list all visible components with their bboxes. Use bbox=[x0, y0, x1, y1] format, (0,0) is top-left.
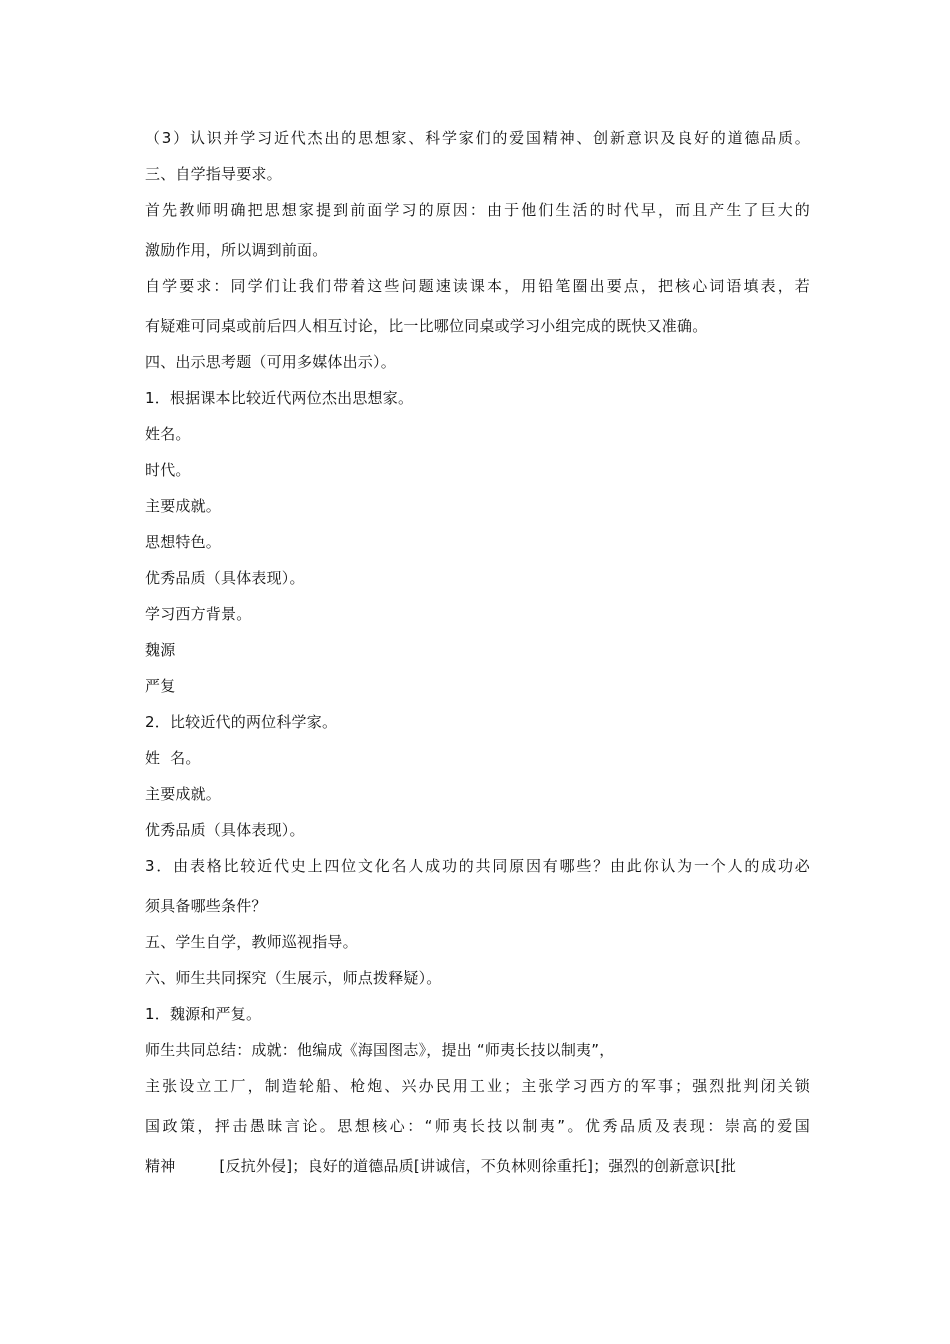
paragraph-line: 激励作用，所以调到前面。 bbox=[145, 241, 328, 259]
field-label: 优秀品质（具体表现）。 bbox=[145, 569, 305, 587]
last-line-end: [反抗外侵]；良好的道德品质[讲诚信，不负林则徐重托]；强烈的创新意识[批 bbox=[219, 1157, 737, 1175]
question-3: 3．由表格比较近代史上四位文化名人成功的共同原因有哪些？由此你认为一个人的成功必 bbox=[145, 857, 810, 875]
section-4-heading: 四、出示思考题（可用多媒体出示）。 bbox=[145, 353, 396, 371]
objective-3: （3）认识并学习近代杰出的思想家、科学家们的爱国精神、创新意识及良好的道德品质。 bbox=[145, 129, 810, 147]
section-6-heading: 六、师生共同探究（生展示，师点拨释疑）。 bbox=[145, 969, 442, 987]
section-5-heading: 五、学生自学，教师巡视指导。 bbox=[145, 933, 358, 951]
paragraph-line: 有疑难可同桌或前后四人相互讨论，比一比哪位同桌或学习小组完成的既快又准确。 bbox=[145, 317, 708, 335]
person-name: 魏源 bbox=[145, 641, 176, 659]
question-2: 2．比较近代的两位科学家。 bbox=[145, 713, 338, 731]
summary-line: 国政策，抨击愚昧言论。思想核心：“师夷长技以制夷”。优秀品质及表现：崇高的爱国 bbox=[145, 1117, 810, 1135]
summary-line: 主张设立工厂，制造轮船、枪炮、兴办民用工业；主张学习西方的军事；强烈批判闭关锁 bbox=[145, 1077, 810, 1095]
field-label: 思想特色。 bbox=[145, 533, 222, 551]
question-1: 1．根据课本比较近代两位杰出思想家。 bbox=[145, 389, 414, 407]
paragraph-line: 自学要求：同学们让我们带着这些问题速读课本，用铅笔圈出要点，把核心词语填表，若 bbox=[145, 277, 810, 295]
field-label: 主要成就。 bbox=[145, 497, 222, 515]
question-3-cont: 须具备哪些条件？ bbox=[145, 897, 267, 915]
field-label: 时代。 bbox=[145, 461, 191, 479]
field-label: 姓 名。 bbox=[145, 749, 201, 767]
person-name: 严复 bbox=[145, 677, 176, 695]
paragraph-line: 首先教师明确把思想家提到前面学习的原因：由于他们生活的时代早，而且产生了巨大的 bbox=[145, 201, 810, 219]
subheading-1: 1．魏源和严复。 bbox=[145, 1005, 262, 1023]
last-line-start: 精神 bbox=[145, 1157, 176, 1175]
field-label: 学习西方背景。 bbox=[145, 605, 252, 623]
summary-last-line bbox=[145, 1156, 810, 1176]
section-3-heading: 三、自学指导要求。 bbox=[145, 165, 282, 183]
summary-line: 师生共同总结：成就：他编成《海国图志》，提出 “师夷长技以制夷”， bbox=[145, 1041, 615, 1059]
field-label: 优秀品质（具体表现）。 bbox=[145, 821, 305, 839]
field-label: 主要成就。 bbox=[145, 785, 222, 803]
field-label: 姓名。 bbox=[145, 425, 191, 443]
